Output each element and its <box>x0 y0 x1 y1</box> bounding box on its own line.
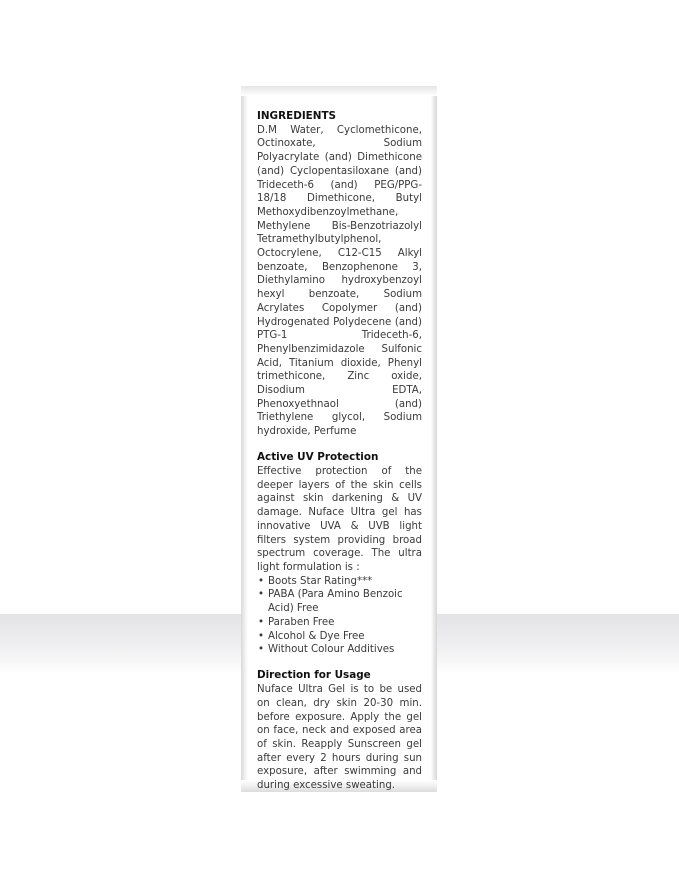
bullet-item <box>257 643 422 657</box>
usage-text: Nuface Ultra Gel is to be used on clean, dry skin 20-30 min. before exposure. Apply the gel on face, neck and exposed area of skin. Reapply Sunscreen gel after every 2 hours during sun exposure, after swimming and during excessive sweating. <box>257 684 422 792</box>
product-info-panel <box>241 86 437 792</box>
bullet-text: Without Colour Additives <box>268 644 395 656</box>
bullet-item <box>257 630 422 644</box>
usage-heading: Direction for Usage <box>257 669 371 682</box>
panel-shadow-right <box>431 86 437 792</box>
bullet-text: Paraben Free <box>268 616 335 628</box>
ingredients-heading: INGREDIENTS <box>257 110 337 122</box>
bullet-icon: • <box>258 630 265 642</box>
panel-shadow-top <box>241 86 437 96</box>
protection-bullet-list <box>257 575 422 657</box>
protection-section <box>257 451 422 657</box>
bullet-icon: • <box>258 589 265 601</box>
bullet-item <box>257 575 422 589</box>
protection-text: Effective protection of the deeper layers of the skin cells against skin darkening & UV damage. Nuface Ultra gel has innovative UVA & UVB light filters system providing broad spectrum coverage. The ultra light formulation is : <box>257 466 422 573</box>
bullet-icon: • <box>258 616 265 628</box>
panel-content <box>257 110 422 805</box>
usage-section <box>257 669 422 792</box>
ingredients-section <box>257 110 422 439</box>
bullet-icon: • <box>258 644 265 656</box>
bullet-text: Alcohol & Dye Free <box>268 630 365 642</box>
protection-heading: Active UV Protection <box>257 451 379 464</box>
bullet-item <box>257 588 422 615</box>
panel-shadow-left <box>241 86 248 792</box>
bullet-text: PABA (Para Amino Benzoic Acid) Free <box>268 589 403 615</box>
ingredients-text: D.M Water, Cyclomethicone, Octinoxate, Sodium Polyacrylate (and) Dimethicone (and) Cyclopentasiloxane (and) Trideceth-6 (and) PEG/PPG-18/18 Dimethicone, Butyl Methoxydibenzoylmethane, Methylene Bis-Benzotriazolyl Tetramethylbutylphenol, Octocrylene, C12-C15 Alkyl benzoate, Benzophenone 3, Diethylamino hydroxybenzoyl hexyl benzoate, Sodium Acrylates Copolymer (and) Hydrogenated Polydecene (and) PTG-1 Trideceth-6, Phenylbenzimidazole Sulfonic Acid, Titanium dioxide, Phenyl trimethicone, Zinc oxide, Disodium EDTA, Phenoxyethnaol (and) Triethylene glycol, Sodium hydroxide, Perfume <box>257 124 422 438</box>
bullet-icon: • <box>258 575 265 587</box>
bullet-item <box>257 616 422 630</box>
bullet-text: Boots Star Rating*** <box>268 575 373 587</box>
